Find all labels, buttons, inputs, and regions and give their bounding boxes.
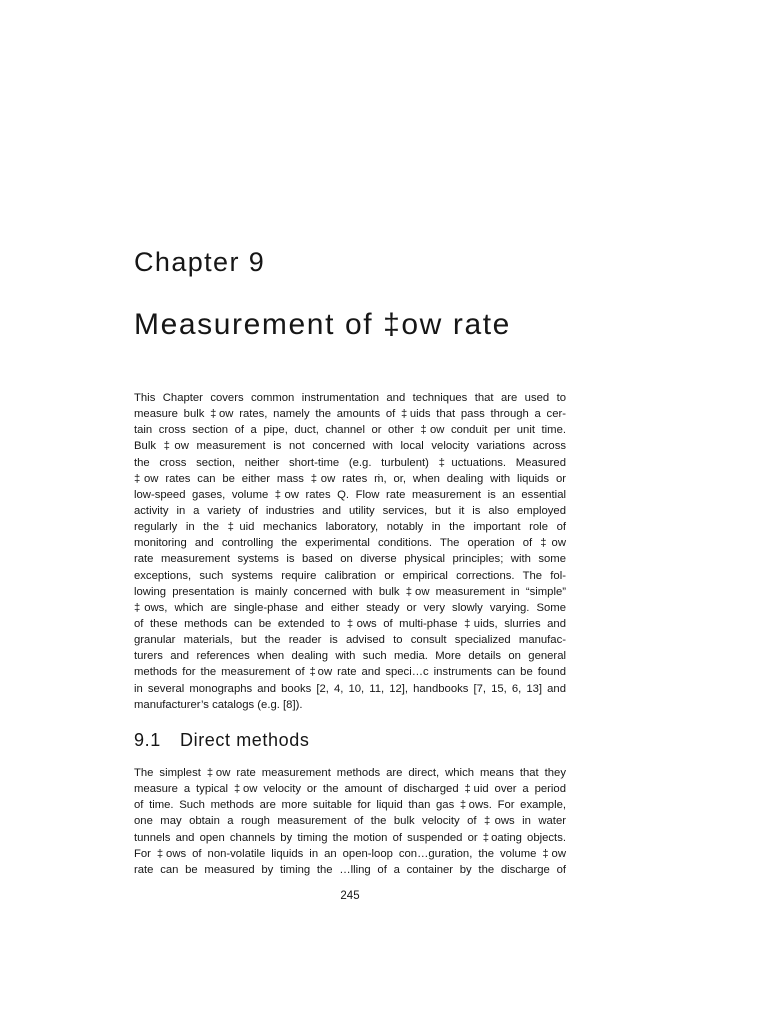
direct-methods-paragraph	[134, 765, 566, 878]
text-line: manufacturer’s catalogs (e.g. [8]).	[134, 698, 303, 711]
text-line: The simplest ‡ow rate measurement methods are direct, which means that they	[134, 767, 566, 779]
text-line: monitoring and controlling the experimental conditions. The operation of ‡ow	[134, 537, 566, 550]
text-line: turers and references when dealing with such media. More details on general	[134, 650, 566, 663]
text-line: tunnels and open channels by timing the motion of suspended or ‡oating objects.	[134, 831, 566, 844]
text-line: measure a typical ‡ow velocity or the amount of discharged ‡uid over a period	[134, 783, 566, 796]
text-line: the cross section, neither short-time (e.g. turbulent) ‡uctuations. Measured	[134, 456, 566, 469]
text-line: low-speed gases, volume ‡ow rates Q. Flow rate measurement is an essential	[134, 488, 566, 501]
text-line: For ‡ows of non-volatile liquids in an open-loop con…guration, the volume ‡ow	[134, 847, 566, 860]
text-line: of these methods can be extended to ‡ows of multi-phase ‡uids, slurries and	[134, 617, 566, 630]
text-line: exceptions, such systems require calibration or empirical corrections. The fol-	[134, 569, 566, 582]
section-heading	[134, 727, 309, 753]
text-line: rate can be measured by timing the …lling of a container by the discharge of	[134, 863, 566, 876]
text-line: This Chapter covers common instrumentation and techniques that are used to	[134, 392, 566, 404]
section-title: Direct methods	[180, 730, 310, 750]
text-line: regularly in the ‡uid mechanics laboratory, notably in the important role of	[134, 521, 566, 534]
text-line: rate measurement systems is based on diverse physical principles; with some	[134, 553, 566, 566]
chapter-title: Measurement of ‡ow rate	[134, 308, 511, 341]
page-number: 245	[340, 890, 360, 902]
text-line: ‡ow rates can be either mass ‡ow rates ṁ, or, when dealing with liquids or	[134, 472, 566, 485]
text-line: Bulk ‡ow measurement is not concerned with local velocity variations across	[134, 440, 566, 453]
text-line: ‡ows, which are single-phase and either steady or very slowly varying. Some	[134, 601, 566, 614]
text-line: one may obtain a rough measurement of the bulk velocity of ‡ows in water	[134, 815, 566, 828]
text-line: tain cross section of a pipe, duct, channel or other ‡ow conduit per unit time.	[134, 424, 566, 437]
text-line: measure bulk ‡ow rates, namely the amounts of ‡uids that pass through a cer-	[134, 408, 566, 421]
chapter-label: Chapter 9	[134, 247, 266, 277]
intro-paragraph	[134, 390, 566, 713]
text-line: activity in a variety of industries and utility services, but it is also employed	[134, 504, 566, 517]
text-line: of time. Such methods are more suitable for liquid than gas ‡ows. For example,	[134, 799, 566, 812]
text-line: lowing presentation is mainly concerned with bulk ‡ow measurement in “simple”	[134, 585, 566, 598]
text-line: methods for the measurement of ‡ow rate and speci…c instruments can be found	[134, 666, 566, 679]
text-line: granular materials, but the reader is advised to consult specialized manufac-	[134, 634, 566, 647]
text-line: in several monographs and books [2, 4, 10, 11, 12], handbooks [7, 15, 6, 13] and	[134, 682, 566, 695]
section-number: 9.1	[134, 730, 161, 750]
